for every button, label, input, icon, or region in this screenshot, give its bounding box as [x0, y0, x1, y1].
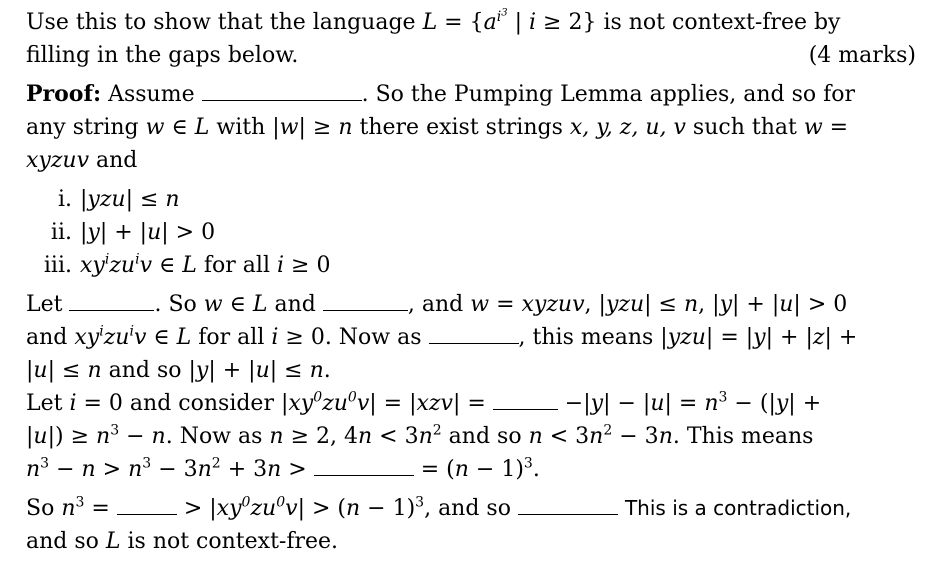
- condition-text: |y| + |u| > 0: [80, 220, 216, 245]
- para3-line-2: [26, 420, 916, 453]
- condition-iii: [26, 249, 916, 282]
- intro-line-1: [26, 6, 916, 39]
- condition-i: [26, 183, 916, 216]
- condition-text: |yzu| ≤ n: [80, 187, 180, 212]
- para2-line-3: [26, 354, 916, 387]
- condition-number: i.: [57, 187, 72, 212]
- intro-text-1: Use this to show that the language $L = \{a^{i^3}$ | i ≥ 2} is not context-free by: [26, 7, 841, 35]
- para4-line-2: [26, 525, 916, 558]
- proof-line-2: [26, 111, 916, 144]
- proof-text-2: any string w ∈ L with |w| ≥ n there exist strings x, y, z, u, v such that w =: [26, 115, 849, 140]
- para2-line-2: [26, 321, 916, 354]
- para2-line-1: [26, 288, 916, 321]
- condition-number: ii.: [50, 220, 72, 245]
- blank-now-as[interactable]: [429, 327, 519, 344]
- para4-text-d: and so L is not context-free.: [26, 529, 339, 554]
- condition-text: $xy^izu^iv$ ∈ L for all i ≥ 0: [80, 251, 331, 278]
- blank-length-xzv[interactable]: [493, 393, 558, 410]
- proof-text-3: xyzuv and: [26, 148, 138, 173]
- para2-text-e: |u| ≤ n and so |y| + |u| ≤ n.: [26, 358, 331, 383]
- para3-line-3: [26, 453, 916, 486]
- proof-line-1: [26, 78, 916, 111]
- blank-let-w[interactable]: [69, 294, 154, 311]
- para2-text-b: , and w = xyzuv, |yzu| ≤ n, |y| + |u| > 0: [407, 292, 848, 317]
- proof-line1-rest: . So the Pumping Lemma applies, and so for: [361, 82, 856, 107]
- intro-text-2: filling in the gaps below.: [26, 43, 299, 68]
- condition-ii: [26, 216, 916, 249]
- para2-text-c: and $xy^izu^iv$ ∈ L for all i ≥ 0. Now as: [26, 323, 429, 350]
- let-word: Let: [26, 292, 63, 317]
- para2-text-d: , this means |yzu| = |y| + |z| +: [518, 325, 858, 350]
- para3-text-e: = $(n - 1)^3$.: [413, 455, 540, 482]
- assume-word: Assume: [108, 82, 195, 107]
- blank-n-cubed[interactable]: [117, 498, 177, 515]
- question-page: [26, 6, 916, 558]
- condition-number: iii.: [43, 253, 72, 278]
- para3-text-c: $|u|) \ge n^3 - n$. Now as n ≥ 2, $4n < 3n^2$ and so $n < 3n^2 - 3n$. This means: [26, 422, 814, 449]
- blank-assumption[interactable]: [202, 84, 362, 101]
- para4-text-b: > $|xy^0zu^0v| > (n - 1)^3$, and so: [176, 494, 518, 521]
- para3-text-a: Let i = 0 and consider $|xy^0zu^0v| = |xzv|$ =: [26, 389, 493, 416]
- para3-line-1: [26, 387, 916, 420]
- para4-line-1: [26, 492, 916, 525]
- para4-text-a: So $n^3$ =: [26, 494, 117, 521]
- proof-line-3: [26, 144, 916, 177]
- blank-inequality[interactable]: [314, 459, 414, 476]
- para4-text-c: This is a contradiction,: [624, 496, 852, 520]
- blank-conclusion[interactable]: [518, 498, 618, 515]
- intro-line-2: [26, 39, 916, 72]
- blank-length-w[interactable]: [323, 294, 408, 311]
- proof-label: Proof:: [26, 81, 102, 107]
- para3-text-b: $-|y| - |u| = n^3 - (|y|$ +: [557, 389, 822, 416]
- para2-text-a: . So w ∈ L and: [154, 292, 323, 317]
- marks-label: (4 marks): [808, 43, 916, 68]
- para3-text-d: $n^3 - n > n^3 - 3n^2 + 3n$ >: [26, 455, 314, 482]
